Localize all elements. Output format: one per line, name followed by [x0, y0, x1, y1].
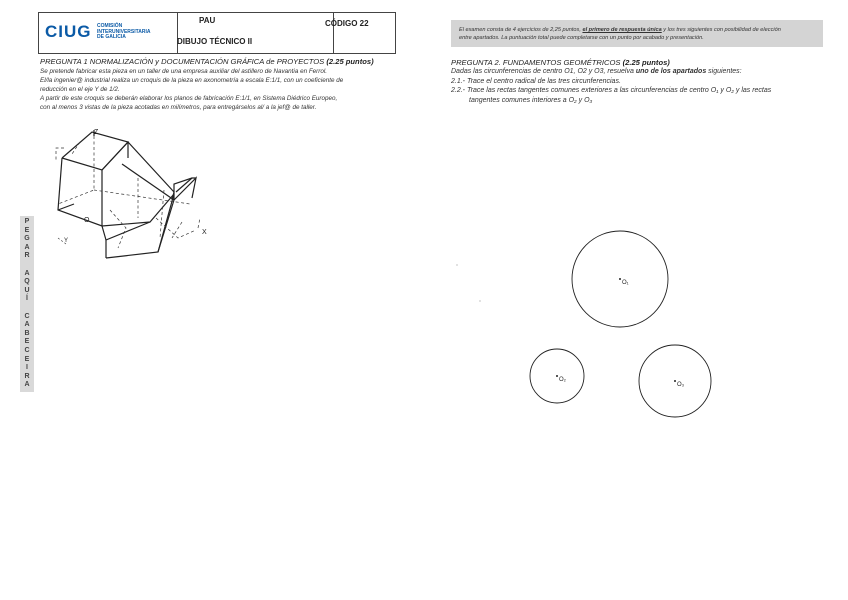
q2-item-2-cont: tangentes comunes interiores a O₂ y O₃ [469, 96, 593, 104]
exam-label: PAU [199, 16, 216, 25]
q1-body: Se pretende fabricar esta pieza en un taller de una empresa auxiliar del astillero de Navantia en Ferrol. El/la ingenier@ industrial realiza un croquis de la pieza en axonometría a escala E:1/1, con un coeficiente de reducción en el eje Y de 1/2. A partir de este croquis se deberán elaborar los planos de fabricación E:1/1, en Sistema Diédrico Europeo, con al menos 3 vistas de la pieza acotadas en milímetros, para entregárselos al/ a la jef@ de taller. [40, 68, 344, 111]
instructions-line-1: El examen consta de 4 ejercicios de 2,25 puntos, el primero de respuesta única y los tres siguientes con posibilidad de elección [459, 27, 781, 33]
axis-z-label: Z [94, 129, 99, 136]
axis-y-label: Y [64, 238, 69, 244]
header-box [38, 12, 396, 54]
header-divider [177, 13, 178, 53]
o2-label: O₂ [559, 377, 566, 383]
origin-label: O [84, 217, 90, 224]
q2-body [451, 67, 771, 105]
axis-x-label: X [202, 229, 207, 236]
o3-label: O₃ [677, 382, 685, 388]
q2-item-2: 2.2.- Trace las rectas tangentes comunes exteriores a las circunferencias de centro O₁ y O₂ y las rectas [451, 87, 772, 94]
subject-title: DIBUJO TÉCNICO II [177, 37, 253, 46]
exam-code: CÓDIGO 22 [325, 19, 369, 28]
q1-title: PREGUNTA 1 NORMALIZACIÓN y DOCUMENTACIÓN GRÁFICA de PROYECTOS (2.25 puntos) [40, 57, 374, 66]
q2-intro: Dadas las circunferencias de centro O1, O2 y O3, resuelva uno de los apartados siguientes: [451, 68, 742, 75]
o1-label: O₁ [622, 280, 629, 286]
circles-drawing [440, 220, 840, 430]
sidebar-label: P E G A R A Q U Í C A B E C E I R A [24, 218, 30, 389]
instructions-line-2: entre apartados. La puntuación total puede completarse con un punto por acabado y presentación. [459, 35, 704, 41]
q2-title: PREGUNTA 2. FUNDAMENTOS GEOMÉTRICOS (2.25 puntos) [451, 58, 670, 67]
instructions-box [451, 20, 823, 47]
q2-item-1: 2.1.- Trace el centro radical de las tres circunferencias. [451, 77, 621, 85]
ciug-logo-subtitle: COMISIÓN INTERUNIVERSITARIA DE GALICIA [97, 23, 151, 40]
axonometric-drawing [50, 118, 220, 270]
ciug-logo: CIUG [45, 22, 92, 41]
